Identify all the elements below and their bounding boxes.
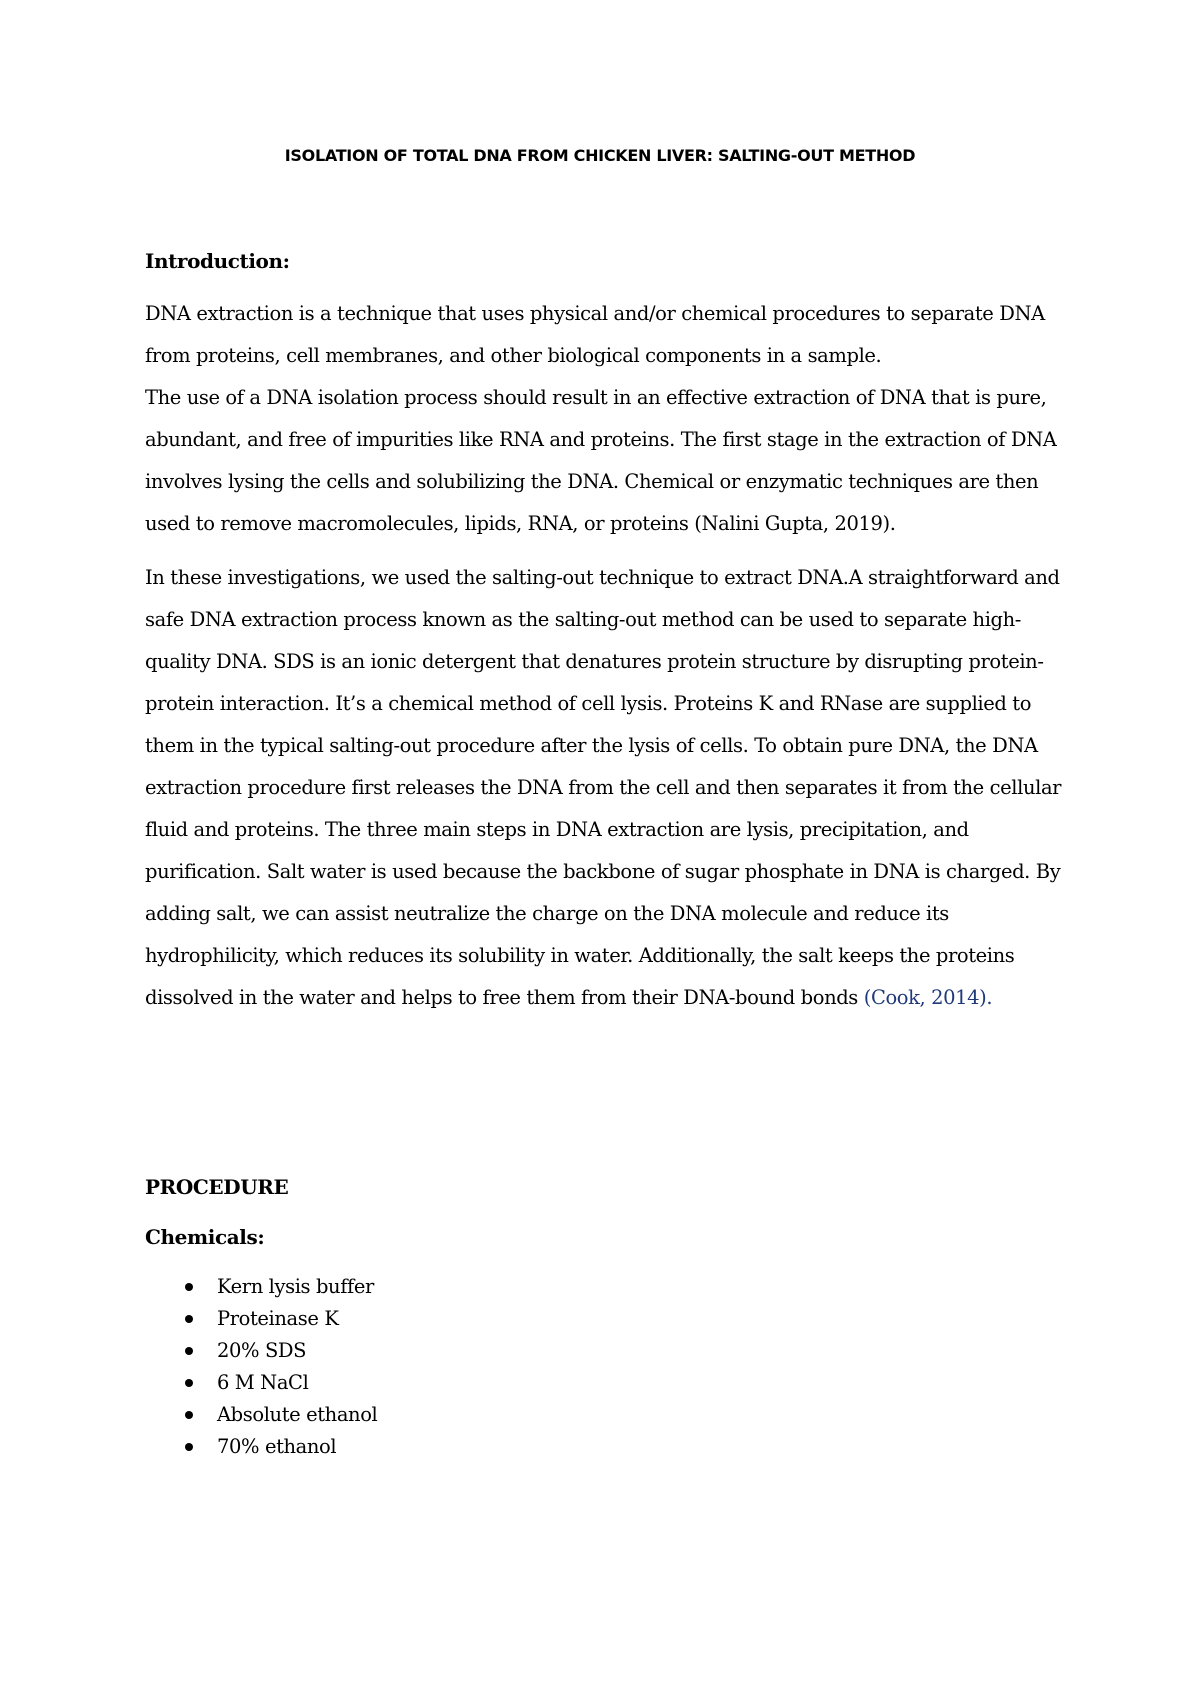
chemical-label: Proteinase K (217, 1307, 339, 1330)
bullet-icon (185, 1443, 193, 1451)
bullet-icon (185, 1347, 193, 1355)
citation-link[interactable]: (Cook, 2014) (863, 986, 987, 1009)
introduction-heading: Introduction: (145, 249, 290, 273)
list-item (145, 1367, 1070, 1399)
introduction-paragraph-1: DNA extraction is a technique that uses physical and/or chemical procedures to separate DNA from proteins, cell membranes, and other biological components in a sample. (145, 302, 1045, 367)
bullet-icon (185, 1283, 193, 1291)
list-item (145, 1431, 1070, 1463)
chemical-label: 6 M NaCl (217, 1371, 309, 1394)
introduction-paragraph-3 (145, 557, 1070, 1019)
bullet-icon (185, 1315, 193, 1323)
chemical-label: Absolute ethanol (217, 1403, 378, 1426)
document-body (145, 245, 1070, 1463)
list-item (145, 1335, 1070, 1367)
chemicals-list (145, 1271, 1070, 1463)
citation-end: . (986, 986, 993, 1009)
paragraph-3-text: In these investigations, we used the salting-out technique to extract DNA.A straightforward and safe DNA extraction process known as the salting-out method can be used to separate high-quality DNA. SDS is an ionic detergent that denatures protein structure by disrupting protein-protein interaction. It’s a chemical method of cell lysis. Proteins K and RNase are supplied to them in the typical salting-out procedure after the lysis of cells. To obtain pure DNA, the DNA extraction procedure first releases the DNA from the cell and then separates it from the cellular fluid and proteins. The three main steps in DNA extraction are lysis, precipitation, and purification. Salt water is used because the backbone of sugar phosphate in DNA is charged. By adding salt, we can assist neutralize the charge on the DNA molecule and reduce its hydrophilicity, which reduces its solubility in water. Additionally, the salt keeps the proteins dissolved in the water and helps to free them from their DNA-bound bonds (145, 566, 1062, 1009)
list-item (145, 1399, 1070, 1431)
list-item (145, 1271, 1070, 1303)
document-title: ISOLATION OF TOTAL DNA FROM CHICKEN LIVER: SALTING-OUT METHOD (284, 146, 916, 165)
chemical-label: 20% SDS (217, 1339, 307, 1362)
bullet-icon (185, 1379, 193, 1387)
procedure-heading: PROCEDURE (145, 1175, 289, 1199)
chemical-label: 70% ethanol (217, 1435, 337, 1458)
list-item (145, 1303, 1070, 1335)
chemical-label: Kern lysis buffer (217, 1275, 374, 1298)
introduction-paragraph-2: The use of a DNA isolation process should result in an effective extraction of DNA that is pure, abundant, and free of impurities like RNA and proteins. The first stage in the extraction of DNA involves lysing the cells and solubilizing the DNA. Chemical or enzymatic techniques are then used to remove macromolecules, lipids, RNA, or proteins (Nalini Gupta, 2019). (145, 386, 1057, 535)
bullet-icon (185, 1411, 193, 1419)
chemicals-heading: Chemicals: (145, 1225, 265, 1249)
